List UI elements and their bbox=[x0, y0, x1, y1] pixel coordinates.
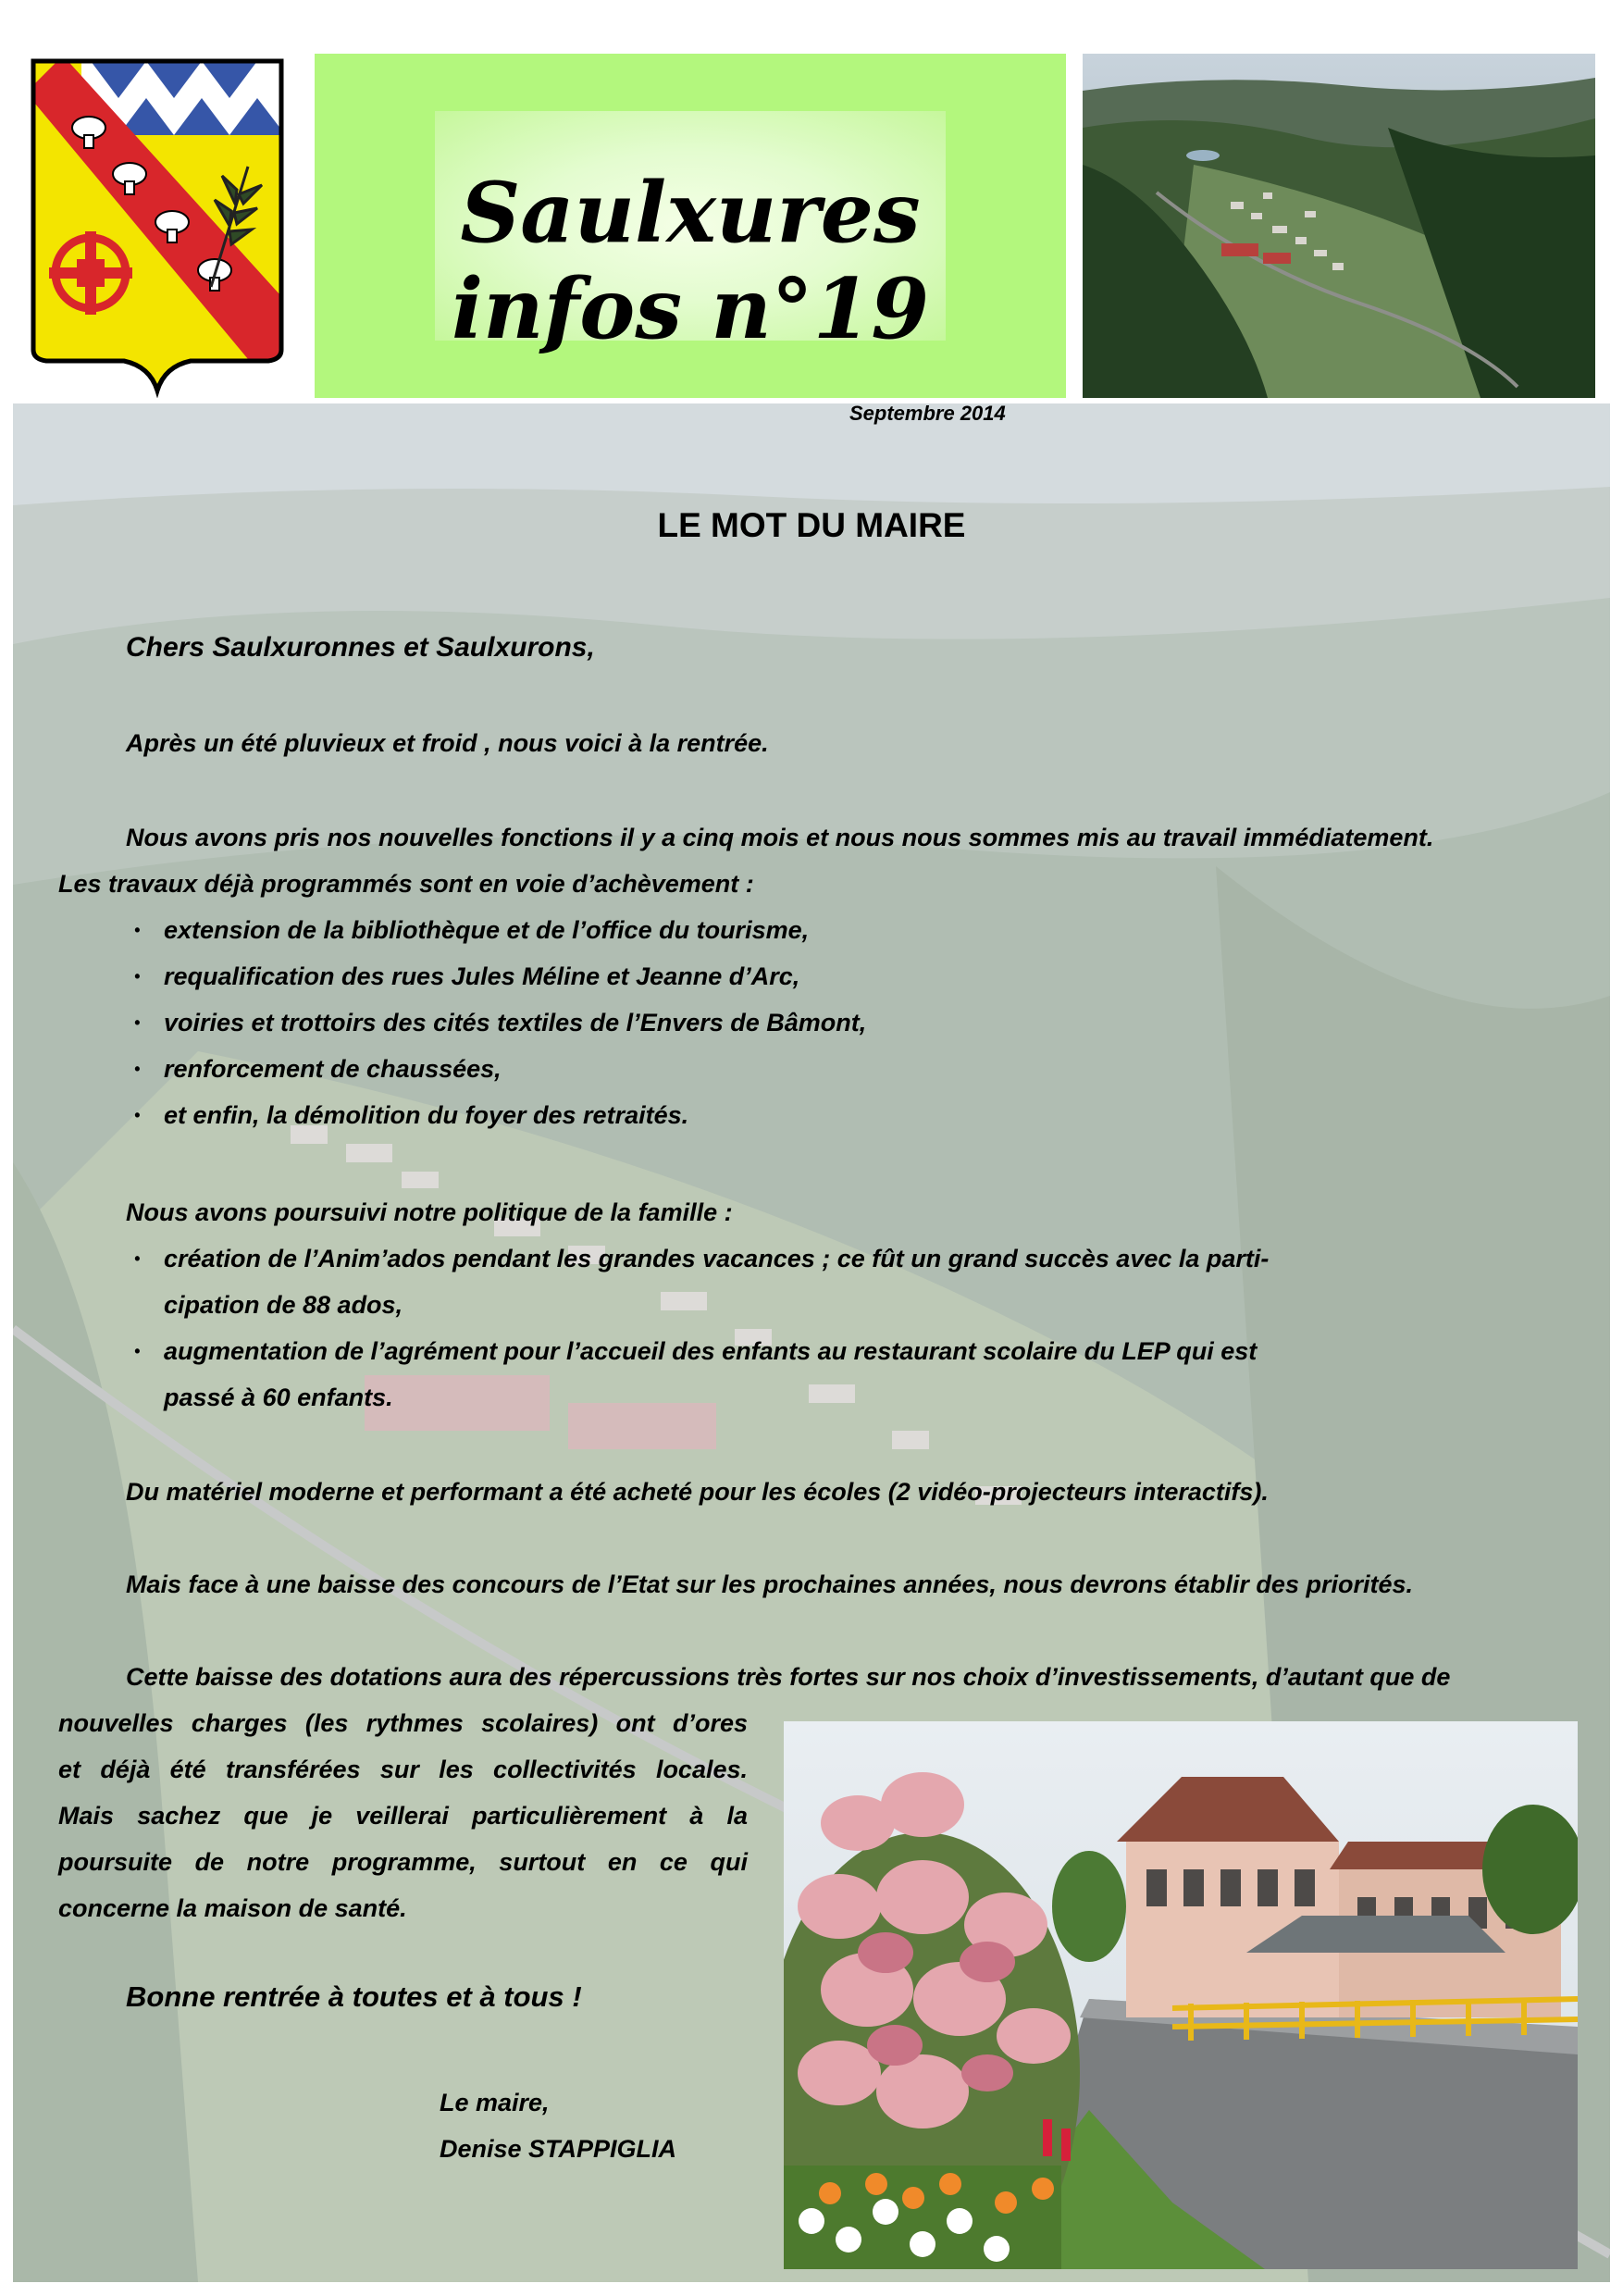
newsletter-title bbox=[435, 165, 946, 357]
issue-date: Septembre 2014 bbox=[849, 402, 1006, 425]
paragraph-dotations-line: concerne la maison de santé. bbox=[58, 1894, 407, 1922]
bullet-icon: • bbox=[134, 1106, 141, 1124]
family-item-line: création de l’Anim’ados pendant les grandes vacances ; ce fût un grand succès avec la parti- bbox=[164, 1245, 1270, 1272]
paragraph-dotations-line1: Cette baisse des dotations aura des répercussions très fortes sur nos choix d’investissements, d’autant que de bbox=[126, 1663, 1451, 1691]
bullet-icon: • bbox=[134, 1060, 141, 1078]
paragraph-dotations-line: et déjà été transférées sur les collectivités locales. bbox=[58, 1756, 748, 1783]
family-item-line: augmentation de l’agrément pour l’accueil des enfants au restaurant scolaire du LEP qui est bbox=[164, 1337, 1258, 1365]
closing-wish: Bonne rentrée à toutes et à tous ! bbox=[126, 1980, 582, 2013]
bullet-icon: • bbox=[134, 1249, 141, 1268]
paragraph-summer: Après un été pluvieux et froid , nous voici à la rentrée. bbox=[126, 729, 769, 757]
paragraph-functions-line1: Nous avons pris nos nouvelles fonctions il y a cinq mois et nous nous sommes mis au travail immédiatement. bbox=[126, 824, 1434, 851]
letter-greeting: Chers Saulxuronnes et Saulxurons, bbox=[126, 632, 595, 663]
works-item: et enfin, la démolition du foyer des retraités. bbox=[164, 1101, 689, 1129]
bullet-icon: • bbox=[134, 1013, 141, 1032]
title-line-2: infos n°19 bbox=[451, 260, 930, 358]
paragraph-functions-line2: Les travaux déjà programmés sont en voie d’achèvement : bbox=[58, 870, 754, 898]
paragraph-dotations-line: Mais sachez que je veillerai particulièrement à la bbox=[58, 1802, 748, 1830]
works-item: voiries et trottoirs des cités textiles de l’Envers de Bâmont, bbox=[164, 1009, 867, 1036]
bullet-icon: • bbox=[134, 1342, 141, 1360]
paragraph-family: Nous avons poursuivi notre politique de la famille : bbox=[126, 1198, 733, 1226]
family-item-line: passé à 60 enfants. bbox=[164, 1384, 393, 1411]
section-heading: LE MOT DU MAIRE bbox=[657, 506, 966, 544]
title-line-1: Saulxures bbox=[460, 164, 921, 262]
signature-role: Le maire, bbox=[440, 2089, 550, 2116]
paragraph-equipment: Du matériel moderne et performant a été acheté pour les écoles (2 vidéo-projecteurs interactifs). bbox=[126, 1478, 1269, 1506]
signature-name: Denise STAPPIGLIA bbox=[440, 2135, 677, 2163]
bullet-icon: • bbox=[134, 967, 141, 986]
works-item: extension de la bibliothèque et de l’office du tourisme, bbox=[164, 916, 810, 944]
town-hall-photo bbox=[784, 1721, 1578, 2269]
title-glow bbox=[435, 111, 946, 358]
paragraph-priorities: Mais face à une baisse des concours de l’Etat sur les prochaines années, nous devrons établir des priorités. bbox=[126, 1570, 1413, 1598]
works-item: requalification des rues Jules Méline et Jeanne d’Arc, bbox=[164, 962, 800, 990]
family-item-line: cipation de 88 ados, bbox=[164, 1291, 403, 1319]
paragraph-dotations-line: nouvelles charges (les rythmes scolaires) ont d’ores bbox=[58, 1709, 748, 1737]
bullet-icon: • bbox=[134, 921, 141, 939]
paragraph-dotations-line: poursuite de notre programme, surtout en ce qui bbox=[58, 1848, 748, 1876]
aerial-photo bbox=[1083, 54, 1595, 398]
works-item: renforcement de chaussées, bbox=[164, 1055, 502, 1083]
coat-of-arms bbox=[26, 56, 290, 398]
newsletter-title-box bbox=[315, 54, 1066, 398]
